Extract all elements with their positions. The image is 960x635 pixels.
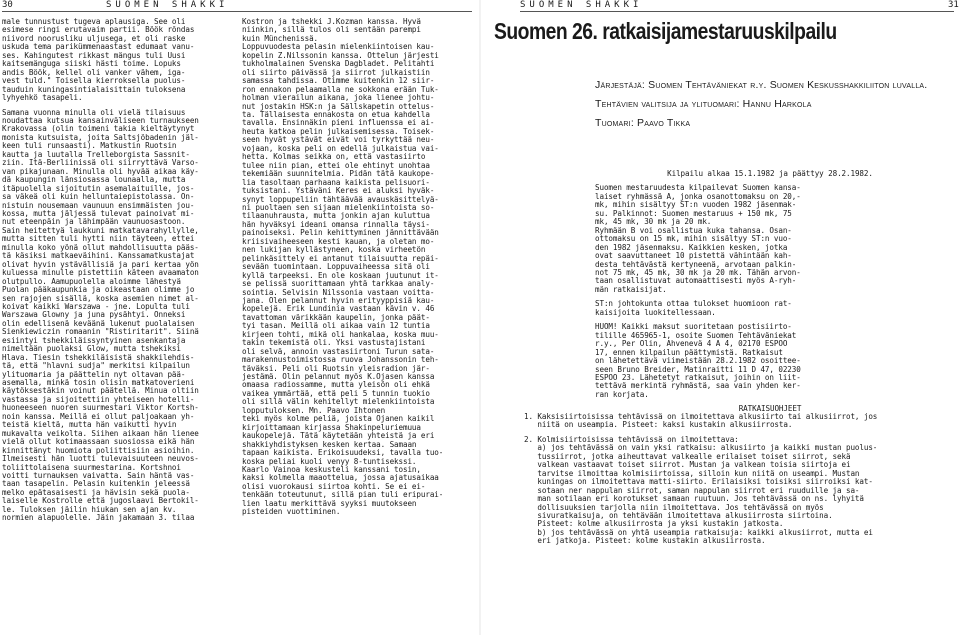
left-col2-line: koska peliai kuoli venyy 8-tuntisekssi. — [242, 456, 417, 466]
left-col1-line: mutta sitten tuli hytti niin täyteen, ettei — [2, 234, 195, 244]
left-col1-line: olutpullo. Aamupuolella aloimme lähestyä — [2, 276, 181, 286]
scoring-line: man sotilaan eri korotukset samaan ruutuun. Jos tehtävässä on ns. lyhyitä — [524, 494, 864, 504]
left-col2-line: kirjeen tohti, mikä oli hankalaa, koska muu- — [242, 329, 439, 339]
rules-line: tettävä merkintä ryhmästä, saa vain yhden ker- — [595, 381, 801, 391]
left-col1-line: koivat kaikki Warszawa - jne. Lopulta tuli — [2, 301, 190, 311]
scoring-line: 1. Kaksisiirtoisissa tehtävissä on ilmoitettava alkusiirto tai alkusiirrot, jos — [524, 413, 878, 421]
rules-line: tilille 465965-1, osoite Suomen Tehtäväniekat — [595, 330, 797, 340]
rules-line: män ratkaisijat. — [595, 284, 667, 294]
left-col1-line: noin kanssa. Meillä ei ollut paljoakaan yh- — [2, 411, 195, 421]
left-col1-line: voitti turnauksen vaivatta. Sain häntä vas- — [2, 471, 195, 481]
scoring-line: eri jatkoja. Pisteet: kolme kustakin alkusiirrosta. — [524, 536, 766, 546]
left-col2-line: kirjoittamaan kirjassa Shakinpeluriemuua — [242, 422, 421, 432]
rules-line: Suomen mestaruudesta kilpailevat Suomen kansa- — [595, 183, 801, 193]
scoring-line: dollisuuksien tarjolla niin ilmoitettava. Jos tehtävässä on myös — [524, 502, 824, 512]
left-col1-line: melko epätasaisesti ja hävisin sekä puola- — [2, 487, 190, 497]
rules-line: den 1982 jäsenmaksu. Kaikkien kesken, jotka — [595, 242, 788, 252]
left-col2-line: Loppuvuodesta pelasin mielenkiintoisen kau- — [242, 42, 435, 52]
scoring-line: 2. Kolmisiirtoisissa tehtävissä on ilmoitettava: — [524, 434, 739, 444]
left-col1-line: sa väkeä oli kuin helluntaiepistolassa. On- — [2, 192, 195, 202]
left-col2-line: lia tasoltaan parhaana kaikista pelisuori- — [242, 177, 430, 187]
left-col2-line: tapaan kaikista. Erikoisuudeksi, tavalla tuo- — [242, 448, 444, 458]
left-col2-line: oli sillä välin kehitellyt mielenkiintoista — [242, 397, 435, 407]
rules-line: desta tehtävästä kertyneenä, arvotaan palkin- — [595, 259, 797, 269]
rules-line: ST:n johtokunta ottaa tulokset huomioon rat- — [595, 299, 792, 309]
left-col1-line: Sain heitettyä laukkuni matkatavarahyllylle, — [2, 225, 199, 235]
left-col2-line: kaukopelejä. Tätä käytetään yhteistä ja eri — [242, 431, 435, 441]
left-col2-line: tenkään toteutunut, sillä pian tuli eripurai- — [242, 490, 444, 500]
left-col1-line: normien alapuolelle. Jäin jakamaan 3. tilaa — [2, 513, 195, 523]
right-running-title: SUOMEN SHAKKI — [520, 0, 643, 10]
left-col1-line: taan tasapelin. Pelasin kuitenkin jeleessä — [2, 479, 190, 489]
competition-headline: Suomen 26. ratkaisijamestaruuskilpailu — [494, 18, 837, 44]
rules-line: mk, mihin sisältyy ST:n vuoden 1982 jäsenmak- — [595, 200, 797, 210]
left-col2-line: kyllä tarpeeksi. En ole koskaan juutunut it- — [242, 270, 439, 280]
left-col2-line: ron ennakon pelaamalla ne sokkona erään Tuk- — [242, 84, 439, 94]
left-col2-line: teki myös kolme peliä, joista Ojanen kaikil — [242, 414, 435, 424]
left-col2-line: tuksistani. Ystäväni Keres ei aluksi hyväk- — [242, 186, 435, 196]
rules-line: ESPOO 23. Lähetetyt ratkaisut, joihin on liit- — [595, 372, 801, 382]
left-col2-line: kuin Münchenissä. — [242, 33, 319, 43]
left-col2-line: takin tekemistä oli. Yksi vastustajistani — [242, 338, 426, 348]
rules-line: r.y., Per Olin, Ahvenevä 4 A 4, 02170 ESPOO — [595, 339, 788, 349]
left-col1-line: ses. Kahingutest rikkast mängus tuli Uusi — [2, 50, 186, 60]
left-col1-line: ylituomaria ja päättelin nyt oltavan pää- — [2, 369, 186, 379]
left-col2-line: täväksi. Peli oli Ruotsin yleisradion jär- — [242, 363, 430, 373]
left-col2-line: olisi vuorokausi siirtoa kohti. Se ei ei- — [242, 481, 426, 491]
left-col2-line: tukholmalainen Svenska Dagbladet. Pelitahti — [242, 59, 435, 69]
left-col2-line: omaasa radiossamme, mutta yleisön oli ehkä — [242, 380, 430, 390]
left-col2-line: sevään tuomintaan. Loppuvaiheessa sitä oli — [242, 262, 430, 272]
left-col1-line: huoneeseen nuoren suurmestari Viktor Kortsh- — [2, 403, 199, 413]
left-col1-line: keen tuli runsaasti). Matkustin Ruotsin — [2, 141, 177, 151]
left-col2-line: jana. Olen pelannut hyvin erityyppisiä kau- — [242, 295, 435, 305]
left-col1-line: vastassa ja sijoitettiin yhteiseen hotelli- — [2, 394, 195, 404]
left-col2-line: synyt loppupeliin tähtäävää avauskäsittelyä- — [242, 194, 439, 204]
left-running-title: SUOMEN SHAKKI — [106, 0, 229, 10]
left-col2-line: kopelejä. Erik Lundinia vastaan kävin v. 46 — [242, 304, 435, 314]
left-col2-line: Kaarlo Vainoa keskusteli kanssani tosin, — [242, 465, 421, 475]
left-col1-line: Krakovassa (olin toimeni takia kieltäytynyt — [2, 124, 195, 134]
left-col2-line: samassa tahdissa. Otimme kuitenkin 12 siir- — [242, 76, 435, 86]
left-col2-line: nen lukijan kyllästyneen, koska virheetön — [242, 245, 426, 255]
left-col2-line: vaikea ymmärtää, että peli 5 tunnin tuokio — [242, 388, 430, 398]
scoring-line: tarvitse ilmoittaa kolmisiirtoissa, silloin kun niitä on useampi. Mustan — [524, 468, 860, 478]
rules-line: kaisijoita luokitellessaan. — [595, 307, 716, 317]
scoring-line: sotaan ner nappulan siirrot, saman nappulan siirrot eri ruuduille ja sa- — [524, 485, 860, 495]
scoring-line: a) jos tehtävässä on vain yksi ratkaisu: alkusiirto ja kaikki mustan puolus- — [524, 443, 878, 453]
left-col2-line: holman vierailun aikana, joka lienee johtu- — [242, 93, 435, 103]
left-col2-line: painoiseksi. Pelin kehittyminen jännittävään — [242, 228, 439, 238]
scoring-line: sivuratkaisuja, on tehtävään ilmoitettava alkusiirrosta siirtoina. — [524, 510, 833, 520]
scoring-line: Pisteet: kolme alkusiirrosta ja yksi kustakin jatkosta. — [524, 519, 784, 529]
left-col1-line: vest tuld." Toisella kierroksella puolus- — [2, 76, 186, 86]
left-col1-line: laiselle Kostrolle että jugoslaavi Bertokil- — [2, 496, 199, 506]
left-col2-line: tyi tasan. Meillä oli aikaa vain 12 tuntia — [242, 321, 430, 331]
left-col1-line: Ilmeisesti hän luotti tulevaisuuteen neuvos- — [2, 454, 199, 464]
left-col1-line: Puolan pääkaupunkia ja oikeastaan olimme jo — [2, 285, 195, 295]
left-col2-line: seen hyvät ystävät eivät voi tyrkyttää neu- — [242, 135, 435, 145]
rules-line: laiset ryhmässä A, jonka osanottomaksu on 20,- — [595, 191, 801, 201]
page-gutter — [479, 0, 481, 635]
left-col2-line: tavattoman värikkään kaupelin, jonka päät- — [242, 312, 430, 322]
left-col2-line: hän hyväksyi ideani omansa rinnalla täysi- — [242, 219, 430, 229]
rules-line: taan osallistuvat automaattisesti myös A-ryh- — [595, 276, 797, 286]
organizer-block — [595, 79, 945, 134]
left-page-header — [2, 0, 472, 11]
left-col1-line: kautta ja luutalla Trelleborgista Sassnit- — [2, 149, 190, 159]
left-col2-line: shakkiyhdistyksen kesken kertaa. Samaan — [242, 439, 417, 449]
left-col1-line: Hlava. Tiesin tshekkiläisistä shakkilehdis- — [2, 352, 195, 362]
left-col1-line: toliittolaisena suurmestarina. Kortshnoi — [2, 462, 181, 472]
left-col2-line: hetta. Kolmas seikka on, että vastasiirto — [242, 152, 426, 162]
left-col2-line: lien laatu merkittävä syyksi muutokseen — [242, 498, 417, 508]
right-header-rule — [520, 11, 954, 12]
rules-line: ran korjata. — [595, 389, 649, 399]
scoring-line: tussiirrot, jotka aiheuttavat valkealle erilaiset toiset siirrot, sekä — [524, 451, 851, 461]
left-col2-line: tavalla. Ensinnäkin pieni influenssa ei ai- — [242, 118, 435, 128]
left-col2-line: oli siirto päivässä ja siirrot julkaistiin — [242, 67, 430, 77]
left-col1-line: vielä ollut kotimaassaan suosiossa eikä hän — [2, 437, 195, 447]
rules-line: ovat saavuttaneet 10 pistettä vähintään kah- — [595, 251, 792, 261]
left-col1-line: lyhyehkö tasapeli. — [2, 93, 83, 103]
left-col2-line: kopelin Z.Nilssonin kanssa. Ottelun järjesti — [242, 50, 439, 60]
rules-line: 17, ennen kilpailun päättymistä. Ratkaisut — [595, 347, 783, 357]
left-col1-line: tä käsiksi matkaeväihini. Kanssamatkustajat — [2, 251, 195, 261]
left-col1-line: Sienkiewiczin romaanin "Ristiritarit". Siinä — [2, 327, 199, 337]
scoring-title: RATKAISUOHJEET — [738, 404, 802, 414]
left-col1-line: asemalla, minkä tosin olisin matkatoverieni — [2, 378, 195, 388]
left-col2-line: pisteiden vuottiminen. — [242, 507, 341, 517]
left-col2-line: oli selvä, annoin vastasiirtoni Turun sata- — [242, 346, 435, 356]
left-col2-line: kriisivaiheeseen kesti kauan, ja oletan mo- — [242, 236, 435, 246]
left-col1-line: kossa, mutta jäljessä tulevat painoivat mi- — [2, 208, 195, 218]
left-col1-line: nut eteenpäin ja lähimpään vaunuosastoon. — [2, 217, 186, 227]
left-col1-line: le. Tuloksen jäilin hiukan sen ajan kv. — [2, 504, 177, 514]
left-col1-line: andis Böök, kellel oli vanker vähem, iga- — [2, 67, 186, 77]
scoring-line: valkean vastaavat toiset siirrot. Mustan ja valkean toisia siirtoja ei — [524, 460, 851, 470]
left-col2-line: lopputuloksen. Mn. Paavo Ihtonen — [242, 405, 386, 415]
left-col1-line: noudattaa kutsua kansainväliseen turnaukseen — [2, 115, 199, 125]
rules-line: Ryhmään B voi osallistua kuka tahansa. Osan- — [595, 225, 792, 235]
left-header-rule — [2, 11, 472, 12]
left-col2-line: pelinkäsittely ei antanut tilaisuutta repäi- — [242, 253, 439, 263]
rules-line: seen Bruno Breider, Matinraitti 11 D 47, 02230 — [595, 364, 801, 374]
left-col2-line: kaksi kolmella maaottelua, jossa ajatusaikaa — [242, 473, 439, 483]
left-col1-line: kuluessa minulle pistettiin käteen avaamaton — [2, 268, 199, 278]
left-column-2 — [242, 18, 476, 632]
judge-text: Tehtävien valitsija ja ylituomari: Hannu Harkola — [595, 98, 812, 110]
left-col2-line: Kostron ja tshekki J.Kozman kanssa. Hyvä — [242, 18, 421, 26]
left-col2-line: tilaanuhrausta, mutta jonkin ajan kuluttua — [242, 211, 430, 221]
left-page-number: 30 — [2, 0, 13, 10]
left-col1-line: esimese ringi erutavaim partii. Böök rõndas — [2, 25, 195, 35]
left-col1-line: van pikajunaan. Minulla oli hyvää aikaa käy- — [2, 166, 199, 176]
left-col1-line: nimeltään puolaksi Glow, mutta tshekiksi — [2, 344, 181, 354]
left-col2-line: vojaan, koska peli on edellä julkaistua vai- — [242, 143, 439, 153]
organizer-text: Järjestäjä: Suomen Tehtäväniekat r.y. Suomen Keskusshakkiliiton luvalla. — [595, 79, 928, 91]
right-page — [482, 0, 960, 635]
left-col1-line: ziin. Itä-Berliinissä oli siirryttävä Varso- — [2, 158, 199, 168]
left-col1-line: monista kutsuista, joita Saltsjöbadenin jäl- — [2, 132, 199, 142]
left-col1-line: niivord noorusliku uljusega, et oli raske — [2, 33, 186, 43]
left-col1-line: male tunnustust tugeva aplausiga. See oli — [2, 18, 186, 26]
left-col2-line: tekemiään suunnitelmia. Pidän tätä kaukope- — [242, 169, 435, 179]
left-col2-line: ta. Tällaisesta ennakosta on etua kahdella — [242, 109, 430, 119]
left-col2-line: jestämä. Olin pelannut myös K.Ojasen kanssa — [242, 372, 435, 382]
left-col1-line: mukavalta veikolta. Siihen aikaan hän lienee — [2, 428, 199, 438]
left-col1-line: esiintyi tshekkiläissyntyinen asenkantaja — [2, 335, 186, 345]
left-col1-line: Warszawa Glowny ja juna pysähtyi. Onneksi — [2, 310, 186, 320]
left-col1-line: dä kaupungin länsiosassa lounaalla, mutta — [2, 175, 186, 185]
left-col1-line: tä, että "hlavni sudja" merkitsi kilpailun — [2, 361, 190, 371]
schedule-text: Kilpailu alkaa 15.1.1982 ja päättyy 28.2.1982. — [667, 170, 873, 178]
left-col2-line: marakennustoimistossa ruova Johanssonin teh- — [242, 355, 439, 365]
rules-line: not 75 mk, 45 mk, 30 mk ja 20 mk. Tähän arvon- — [595, 267, 801, 277]
left-col1-line: tauduin kuningasintialaisittain tuloksena — [2, 84, 186, 94]
left-page — [0, 0, 478, 635]
left-col2-line: tulee niin pian, ettei ole ehtinyt unohtaa — [242, 160, 430, 170]
left-col1-line: teistä kieltä, mutta hän vaikutti hyvin — [2, 420, 177, 430]
left-col1-line: käytöksestäkin voinut päätellä. Minua oltiin — [2, 386, 199, 396]
referee-text: Tuomari: Paavo Tikka — [595, 117, 691, 129]
rules-line: HUOM! Kaikki maksut suoritetaan postisiirto- — [595, 322, 792, 332]
scoring-instructions — [524, 413, 944, 635]
rules-line: ottomaksu on 15 mk, mihin sisältyy ST:n vuo- — [595, 234, 792, 244]
left-col2-line: se pelissä suorittamaan yhtä tarkkaa analy- — [242, 279, 435, 289]
rules-line: mk, 45 mk, 30 mk ja 20 mk. — [595, 217, 712, 227]
left-col1-line: kaitsemänguga siiski hästi toime. Lopuks — [2, 59, 181, 69]
rules-line: on lähetettävä viimeistään 28.2.1982 osoittee- — [595, 356, 801, 366]
scoring-line: b) jos tehtävässä on yhtä useampia ratkaisuja: kaikki alkusiirrot, mutta ei — [524, 527, 873, 537]
left-col1-line: olin edellisenä keväänä lukenut puolalaisen — [2, 318, 195, 328]
right-page-header — [520, 0, 960, 11]
left-col1-line: uskuda tema parikümmenaastast edumaat vanu- — [2, 42, 195, 52]
right-page-number: 31 — [948, 0, 959, 10]
left-col1-line: kinnittänyt huomiota poliittisiin asioihin. — [2, 445, 195, 455]
left-col2-line: ni puoltaen sen sijaan mielenkiintoista so- — [242, 202, 435, 212]
rules-line: su. Palkinnot: Suomen mestaruus + 150 mk, 75 — [595, 208, 792, 218]
scoring-line: niitä on useampia. Pisteet: kaksi kustakin alkusiirrosta. — [524, 420, 793, 430]
left-col1-line: itäpuolella sijoitutin asemalaituille, jos- — [2, 183, 195, 193]
left-col2-line: niinkin, sillä tulos oli sentään parempi — [242, 25, 421, 35]
left-col2-line: nut jostakin HSK:n ja Sällskapetin ottelus- — [242, 101, 435, 111]
left-col1-line: nistuin nousemaan vaunuun ensimmäisten jou- — [2, 200, 195, 210]
left-col1-line: Samana vuonna minulla oli vielä tilaisuus — [2, 107, 186, 117]
left-col2-line: heuta katkoa pelin julkaisemisessa. Toisek- — [242, 126, 435, 136]
rules-list — [595, 184, 945, 399]
left-col2-line: sointia. Selvisin Nilssonia vastaan voitta- — [242, 287, 435, 297]
left-col1-line: minulla koko yönä ollut mahdollisuutta pääs- — [2, 242, 199, 252]
left-col1-line: olivat hyvin ystävällisiä ja pari kertaa yön — [2, 259, 199, 269]
left-col1-line: sen rajojen sisällä, koska asemien nimet al- — [2, 293, 199, 303]
left-column-1 — [2, 18, 235, 632]
scoring-line: kuningas on ilmoitettava matti-siirto. Erilaisiksi toisiksi siirroiksi kat- — [524, 477, 873, 487]
